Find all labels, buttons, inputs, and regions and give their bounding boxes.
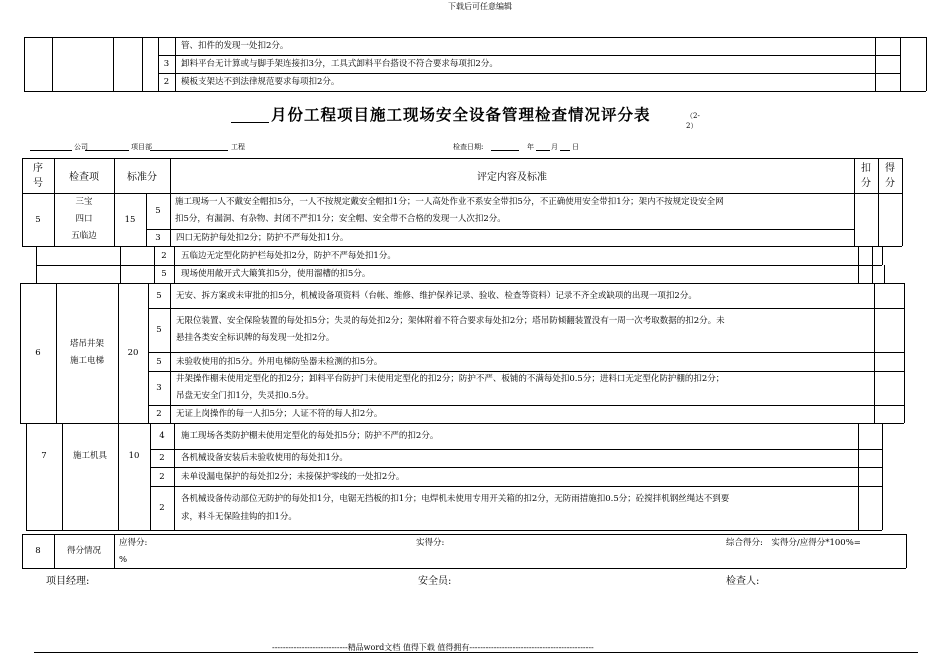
section-standard: 15 — [124, 214, 136, 225]
row-score: 5 — [156, 325, 162, 335]
section-item: 塔吊井架 施工电梯 — [69, 339, 104, 366]
row-text: 井架操作棚未使用定型化的扣2分；卸料平台防护门未使用定型化的扣2分；防护不严、板铺的不满每处扣0.5分；进料口无定型化防护棚的扣2分； 吊盘无安全门扣1分，失灵扣0.5分。 — [176, 374, 725, 401]
meta-project: 工程 — [231, 143, 245, 151]
summary-label: 得分情况 — [66, 546, 101, 556]
row-text: 施工现场一人不戴安全帽扣5分，一人不按规定戴安全帽扣1分；一人高处作业不系安全带扣5分，不正确使用安全带扣1分；架内不按规定设安全网 扣5分，有漏洞、有杂物、封闭不严扣1分；安全帽、安全带不合格的发现一人次扣2分。 — [175, 197, 724, 224]
meta-month: 月 — [551, 143, 558, 151]
row-score: 5 — [156, 356, 162, 367]
row-score: 2 — [161, 250, 167, 261]
top-row-text: 管、扣件的发现一处扣2分。 — [181, 41, 289, 51]
row-score: 4 — [159, 431, 165, 441]
title-suffix: （2-2） — [686, 112, 700, 130]
section-standard: 20 — [127, 348, 139, 358]
section-item: 施工机具 — [72, 451, 107, 461]
summary-actual: 实得分: — [416, 538, 445, 548]
top-row-text: 模板支架达不到法律规范要求每项扣2分。 — [181, 77, 340, 87]
col-header-got: 得 分 — [885, 162, 895, 189]
row-text: 各机械设备安装后未验收使用的每处扣1分。 — [181, 453, 348, 463]
row-text: 现场使用敞开式大簸箕扣5分，使用溜槽的扣5分。 — [181, 269, 371, 279]
col-header-no: 序 号 — [33, 162, 43, 189]
col-header-item: 检查项 — [69, 172, 99, 183]
col-header-deduct: 扣 分 — [861, 162, 871, 189]
signature-safety: 安全员: — [418, 576, 452, 587]
row-score: 3 — [156, 383, 162, 393]
col-header-content: 评定内容及标准 — [477, 172, 547, 183]
summary-due: 应得分: — [119, 538, 148, 548]
meta-company: 公司 — [74, 143, 88, 151]
meta-year: 年 — [527, 143, 534, 151]
top-row-score: 3 — [163, 59, 170, 69]
summary-percent: % — [119, 555, 128, 565]
row-text: 无安、拆方案或未审批的扣5分，机械设备项资料（台帐、维修、维护保养记录、验收、检查等资料）记录不齐全或缺项的出现一项扣2分。 — [176, 290, 697, 301]
row-score: 2 — [156, 409, 162, 419]
row-text: 各机械设备传动部位无防护的每处扣1分，电锯无挡板的扣1分；电焊机未使用专用开关箱的扣2分，无防雨措施扣0.5分；砼搅拌机钢丝绳达不到要 求，料斗无保险挂钩的扣1分。 — [181, 494, 730, 522]
signature-inspector: 检查人: — [726, 576, 760, 587]
row-score: 2 — [159, 471, 165, 482]
month-blank — [231, 122, 269, 123]
row-score: 2 — [159, 453, 165, 463]
row-text: 施工现场各类防护棚未使用定型化的每处扣5分；防护不严的扣2分。 — [181, 431, 439, 441]
footer-note: ----------------------------精品word文档 值得下载 值得拥有---------------------------------------------- — [272, 643, 594, 652]
row-score: 5 — [156, 290, 162, 301]
row-text: 无证上岗操作的每一人扣5分；人证不符的每人扣2分。 — [176, 409, 383, 419]
row-score: 2 — [159, 503, 165, 513]
section-no: 7 — [41, 451, 47, 461]
top-row-score: 2 — [163, 77, 170, 87]
row-text: 未单设漏电保护的每处扣2分；未接保护零线的一处扣2分。 — [181, 471, 405, 482]
section-no: 5 — [35, 214, 41, 225]
meta-dept: 项目部 — [131, 143, 152, 151]
header-note: 下载后可任意编辑 — [448, 2, 512, 11]
summary-overall: 综合得分: 实得分/应得分*100%= — [726, 538, 861, 548]
top-row-text: 卸料平台无计算或与脚手架连接扣3分，工具式卸料平台搭设不符合要求每项扣2分。 — [181, 59, 498, 69]
section-standard: 10 — [128, 451, 140, 461]
row-score: 3 — [155, 232, 161, 243]
title-main: 月份工程项目施工现场安全设备管理检查情况评分表 — [271, 105, 651, 124]
form-title — [231, 103, 701, 130]
row-text: 未验收使用的扣5分。外用电梯防坠器未检测的扣5分。 — [176, 356, 383, 367]
col-header-standard: 标准分 — [127, 172, 157, 183]
section-no: 6 — [35, 348, 41, 358]
row-score: 5 — [155, 206, 161, 216]
row-text: 五临边无定型化防护栏每处扣2分，防护不严每处扣1分。 — [181, 250, 396, 261]
row-text: 无限位装置、安全保险装置的每处扣5分；失灵的每处扣2分；架体附着不符合要求每处扣2分；塔吊防倾翻装置没有一周一次考取数据的扣2分。未 悬挂各类安全标识牌的每发现一处扣2分。 — [176, 316, 725, 343]
meta-day: 日 — [572, 143, 579, 151]
signature-manager: 项目经理: — [46, 576, 90, 587]
meta-check-date: 检查日期: — [453, 143, 484, 151]
summary-no: 8 — [35, 546, 41, 556]
row-score: 5 — [161, 269, 167, 279]
meta-line — [30, 141, 910, 153]
row-text: 四口无防护每处扣2分；防护不严每处扣1分。 — [176, 232, 349, 243]
section-item: 三宝 四口 五临边 — [71, 197, 97, 241]
